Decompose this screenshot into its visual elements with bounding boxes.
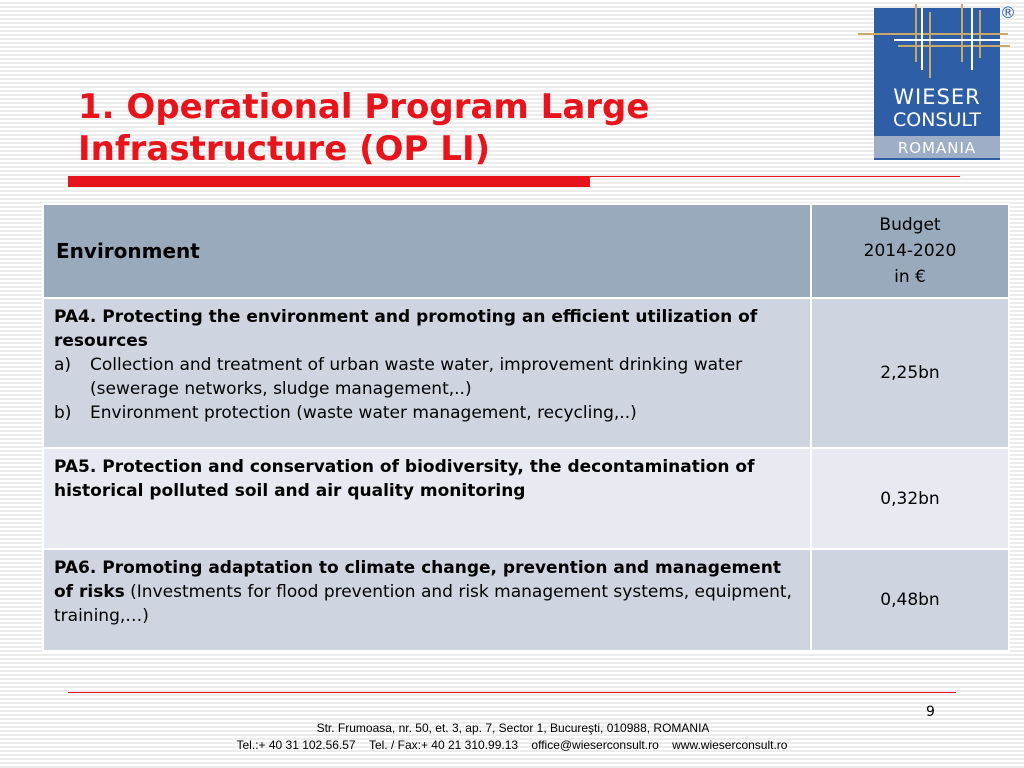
footer-contacts: [0, 737, 1024, 754]
list-item-text: Environment protection (waste water management, recycling,..): [90, 403, 637, 423]
table-row: [43, 298, 1009, 448]
list-marker: a): [54, 355, 72, 375]
table-header-row: [43, 204, 1009, 298]
row-pa5-description: [43, 448, 811, 549]
registered-mark: ®: [1000, 3, 1016, 22]
header-budget: [811, 204, 1009, 298]
footer-address: Str. Frumoasa, nr. 50, et. 3, ap. 7, Sector 1, Bucureşti, 010988, ROMANIA: [316, 721, 710, 735]
footer-website-link[interactable]: www.wieserconsult.ro: [672, 738, 788, 752]
row-pa5-title: PA5. Protection and conservation of biodiversity, the decontamination of historical polluted soil and air quality monitoring: [54, 457, 755, 501]
table-row: [43, 448, 1009, 549]
slide-title: [78, 86, 798, 170]
row-pa6-detail: (Investments for flood prevention and risk management systems, equipment, training,…): [54, 582, 792, 626]
footer-tel: Tel.:+ 40 31 102.56.57: [236, 738, 356, 752]
list-item: [54, 353, 800, 401]
footer: [0, 720, 1024, 754]
row-pa4-title: PA4. Protecting the environment and promoting an efficient utilization of resources: [54, 307, 758, 351]
title-underline-rule: [590, 176, 960, 177]
row-pa6-description: [43, 549, 811, 651]
header-category: Environment: [43, 204, 811, 298]
list-marker: b): [54, 403, 72, 423]
row-pa6-title: PA6. Promoting adaptation to climate change, prevention and management of risks: [54, 558, 781, 602]
footer-email-link[interactable]: office@wieserconsult.ro: [531, 738, 659, 752]
row-pa6-amount: 0,48bn: [811, 549, 1009, 651]
slide-title-line-2: Infrastructure (OP LI): [78, 129, 491, 169]
title-underline-bar: [68, 176, 590, 187]
logo-name-line-1: WIESER: [893, 85, 981, 109]
row-pa5-amount: 0,32bn: [811, 448, 1009, 549]
logo-name-line-2: CONSULT: [893, 109, 981, 131]
budget-table: [42, 203, 1010, 652]
footer-divider: [68, 692, 956, 693]
footer-fax: Tel. / Fax:+ 40 21 310.99.13: [368, 738, 519, 752]
logo-country: ROMANIA: [897, 139, 977, 157]
list-item: [54, 401, 800, 425]
header-budget-line-3: in €: [894, 267, 926, 287]
company-logo: [858, 0, 1018, 160]
wieser-consult-logo-icon: [858, 0, 1018, 160]
row-pa4-description: [43, 298, 811, 448]
header-budget-line-1: Budget: [879, 215, 941, 235]
slide-title-line-1: 1. Operational Program Large: [78, 87, 650, 127]
header-budget-line-2: 2014-2020: [863, 241, 957, 261]
table-row: [43, 549, 1009, 651]
row-pa4-amount: 2,25bn: [811, 298, 1009, 448]
page-number: 9: [926, 704, 935, 720]
list-item-text: Collection and treatment of urban waste water, improvement drinking water (sewerage networks, sludge management,..): [90, 355, 743, 399]
